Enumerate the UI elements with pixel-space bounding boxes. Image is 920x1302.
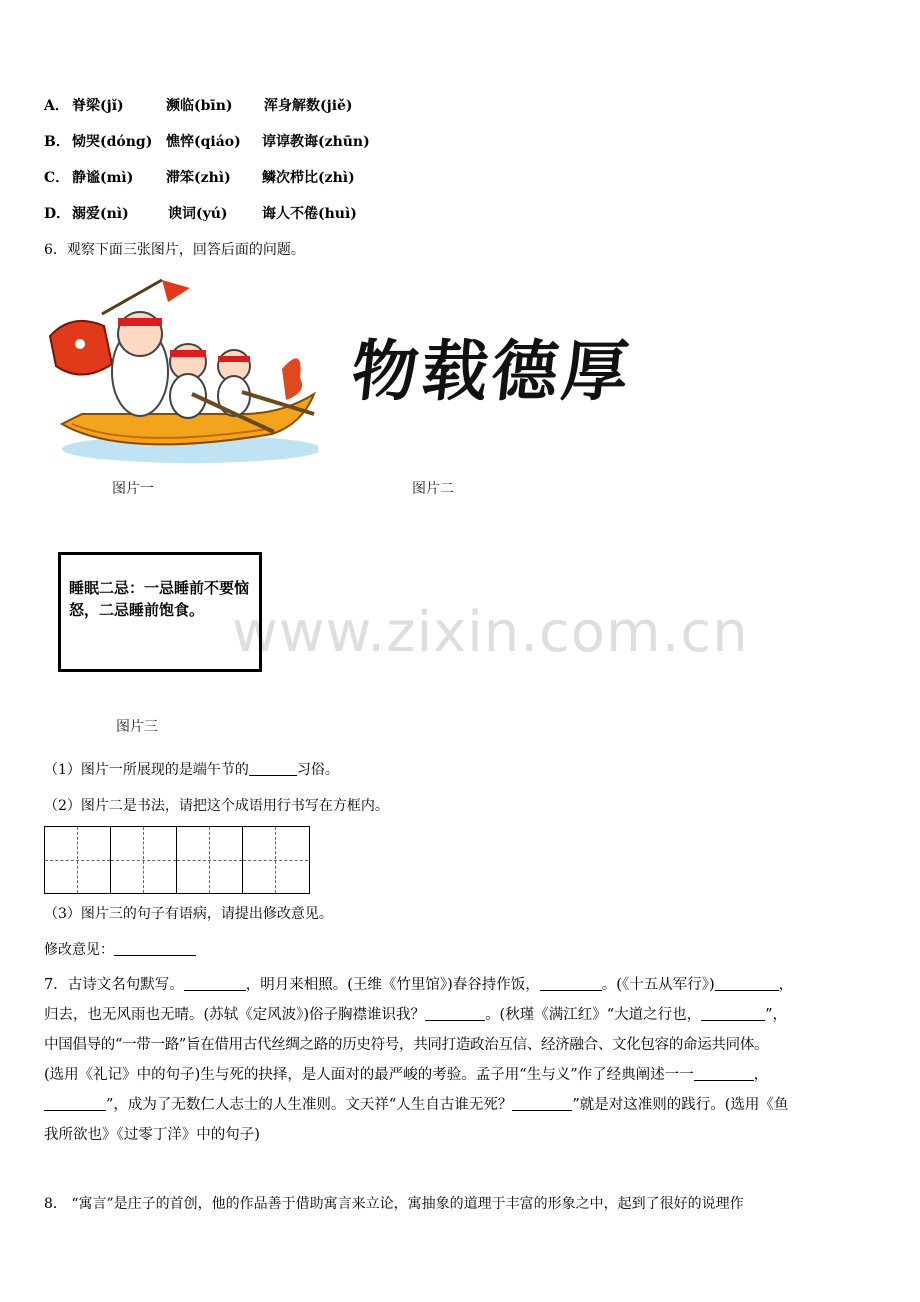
option-c-word2: 滞笨(zhì) <box>166 170 231 186</box>
caption-image-3: 图片三 <box>116 719 158 735</box>
option-d-word1: 溺爱(nì) <box>72 206 129 222</box>
question-6-stem: 6．观察下面三张图片，回答后面的问题。 <box>44 242 305 258</box>
grid-cell[interactable] <box>111 827 177 893</box>
q7-line-2: 归去，也无风雨也无晴。(苏轼《定风波》)俗子胸襟谁识我？ 。(秋瑾《满江红》“大道之行也， ”， <box>44 1007 788 1023</box>
calligraphy-image: 物载德厚 <box>347 332 637 410</box>
option-b-word2: 憔悴(qiáo) <box>166 134 241 150</box>
grid-cell[interactable] <box>177 827 243 893</box>
question-7 <box>44 970 880 1150</box>
q6-sub2: （2）图片二是书法，请把这个成语用行书写在方框内。 <box>44 798 389 814</box>
option-a-word2: 濒临(bīn) <box>166 98 233 114</box>
question-8: 8． “寓言”是庄子的首创，他的作品善于借助寓言来立论，寓抽象的道理于丰富的形象之中，起到了很好的说理作 <box>44 1196 744 1212</box>
q7-line-4: (选用《礼记》中的句子)生与死的抉择，是人面对的最严峻的考验。孟子用“生与义”作了经典阐述一一 ， <box>44 1067 769 1083</box>
option-d-word2: 谀词(yú) <box>168 206 228 222</box>
image-3-text: 睡眠二忌：一忌睡前不要恼怒，二忌睡前饱食。 <box>69 579 250 619</box>
writing-grid[interactable] <box>44 826 310 894</box>
option-a-word1: 脊梁(jǐ) <box>72 98 124 114</box>
caption-image-1: 图片一 <box>112 481 154 497</box>
caption-image-2: 图片二 <box>412 481 454 497</box>
option-a: A． 脊梁(jǐ) 濒临(bīn) 浑身解数(jiě) <box>44 98 353 114</box>
revise-blank[interactable] <box>114 941 196 956</box>
dragon-boat-image <box>42 274 318 470</box>
q7-line-1: 7．古诗文名句默写。 ，明月来相照。(王维《竹里馆》)春谷持作饭， 。(《十五从军行》) ， <box>44 977 794 993</box>
option-c: C． 静谧(mì) 滞笨(zhì) 鳞次栉比(zhì) <box>44 170 355 186</box>
blank-1[interactable] <box>249 761 297 776</box>
option-b: B． 恸哭(dóng) 憔悴(qiáo) 谆谆教诲(zhūn) <box>44 134 370 150</box>
option-c-word3: 鳞次栉比(zhì) <box>262 170 355 186</box>
option-a-word3: 浑身解数(jiě) <box>264 98 353 114</box>
option-d: D． 溺爱(nì) 谀词(yú) 诲人不倦(huì) <box>44 206 357 222</box>
q6-sub1: （1）图片一所展现的是端午节的 习俗。 <box>44 762 339 778</box>
option-d-word3: 诲人不倦(huì) <box>262 206 357 222</box>
revise-line: 修改意见： <box>44 940 196 960</box>
q7-line-6: 我所欲也》《过零丁洋》中的句子) <box>44 1127 260 1143</box>
q7-line-3: 中国倡导的“一带一路”旨在借用古代丝绸之路的历史符号，共同打造政治互信、经济融合、文化包容的命运共同体。 <box>44 1037 769 1053</box>
q6-sub3: （3）图片三的句子有语病，请提出修改意见。 <box>44 906 333 922</box>
option-c-word1: 静谧(mì) <box>72 170 134 186</box>
q7-line-5: ”，成为了无数仁人志士的人生准则。文天祥“人生自古谁无死？ ”就是对这准则的践行。(选用《鱼 <box>44 1090 880 1120</box>
grid-cell[interactable] <box>45 827 111 893</box>
option-b-word3: 谆谆教诲(zhūn) <box>262 134 370 150</box>
watermark: www.zixin.com.cn <box>232 600 749 665</box>
grid-cell[interactable] <box>243 827 308 893</box>
option-b-word1: 恸哭(dóng) <box>72 134 153 150</box>
